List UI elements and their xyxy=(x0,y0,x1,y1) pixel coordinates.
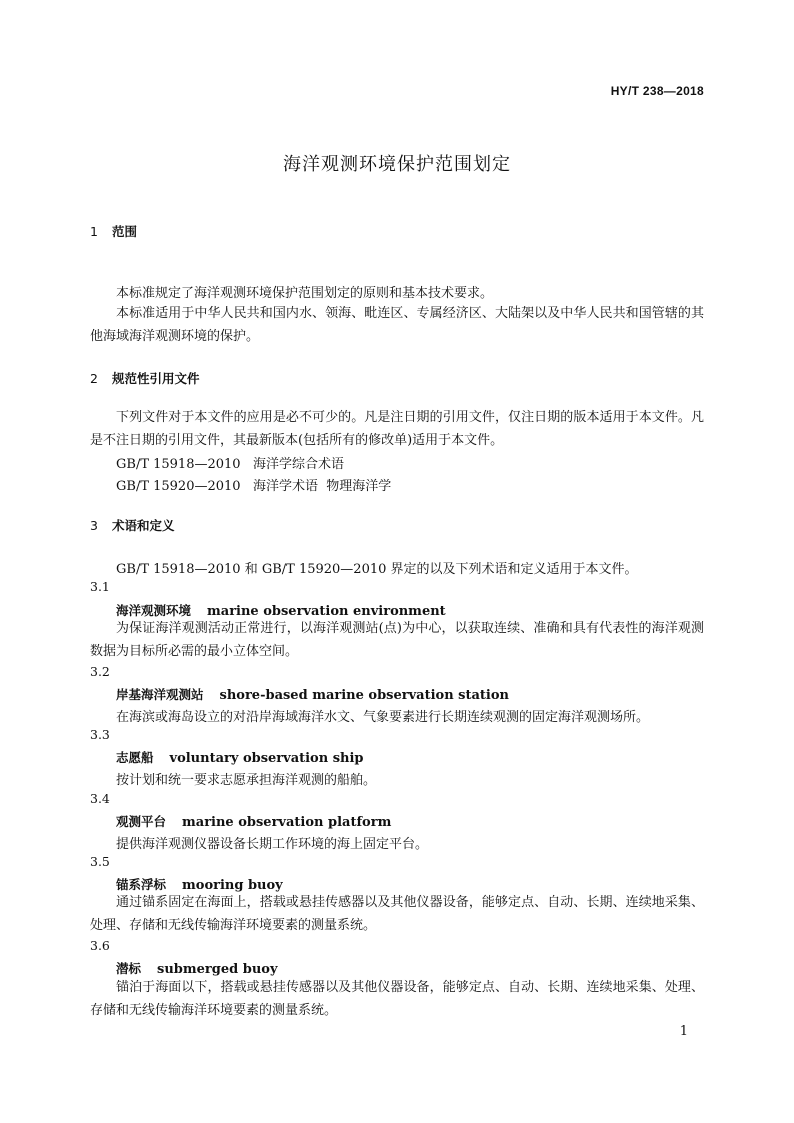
term-number: 3.3 xyxy=(90,727,110,742)
term-definition: 锚泊于海面以下，搭载或悬挂传感器以及其他仪器设备，能够定点、自动、长期、连续地采集、处理、存储和无线传输海洋环境要素的测量系统。 xyxy=(90,980,704,1018)
term-definition: 提供海洋观测仪器设备长期工作环境的海上固定平台。 xyxy=(116,837,429,852)
term-number: 3.1 xyxy=(90,579,110,594)
paragraph: 本标准适用于中华人民共和国内水、领海、毗连区、专属经济区、大陆架以及中华人民共和国管辖的其他海域海洋观测环境的保护。 xyxy=(90,306,704,344)
section-title: 规范性引用文件 xyxy=(112,371,200,386)
term-chinese: 观测平台 xyxy=(116,814,167,829)
term-number: 3.2 xyxy=(90,664,110,679)
term-heading xyxy=(116,748,364,766)
term-english: submerged buoy xyxy=(157,962,278,977)
term-heading xyxy=(116,685,509,703)
term-heading xyxy=(116,812,391,830)
term-english: voluntary observation ship xyxy=(169,751,364,766)
term-number: 3.4 xyxy=(90,791,110,806)
term-definition: 通过锚系固定在海面上，搭载或悬挂传感器以及其他仪器设备，能够定点、自动、长期、连续地采集、处理、存储和无线传输海洋环境要素的测量系统。 xyxy=(90,895,704,933)
section-number: 3 xyxy=(90,518,98,533)
term-chinese: 志愿船 xyxy=(116,750,154,765)
term-english: shore-based marine observation station xyxy=(219,688,509,703)
term-definition: 在海滨或海岛设立的对沿岸海域海洋水文、气象要素进行长期连续观测的固定海洋观测场所。 xyxy=(116,710,650,725)
section-2-heading xyxy=(90,369,200,387)
term-chinese: 锚系浮标 xyxy=(116,877,167,892)
term-heading xyxy=(116,959,278,977)
term-english: marine observation platform xyxy=(182,815,392,830)
document-code: HY/T 238—2018 xyxy=(610,84,704,98)
term-definition: 为保证海洋观测活动正常进行，以海洋观测站(点)为中心，以获取连续、准确和具有代表性的海洋观测数据为目标所必需的最小立体空间。 xyxy=(90,621,704,659)
term-english: marine observation environment xyxy=(207,604,446,619)
term-number: 3.6 xyxy=(90,938,110,953)
term-chinese: 潜标 xyxy=(116,961,142,976)
paragraph: 本标准规定了海洋观测环境保护范围划定的原则和基本技术要求。 xyxy=(116,286,494,301)
term-english: mooring buoy xyxy=(182,878,283,893)
section-title: 范围 xyxy=(112,224,138,239)
term-chinese: 海洋观测环境 xyxy=(116,603,192,618)
section-number: 1 xyxy=(90,224,98,239)
section-3-heading xyxy=(90,516,175,534)
document-title: 海洋观测环境保护范围划定 xyxy=(283,154,511,175)
paragraph: GB/T 15918—2010 和 GB/T 15920—2010 界定的以及下列术语和定义适用于本文件。 xyxy=(116,562,638,577)
term-definition: 按计划和统一要求志愿承担海洋观测的船舶。 xyxy=(116,773,377,788)
section-title: 术语和定义 xyxy=(112,518,175,533)
section-number: 2 xyxy=(90,371,98,386)
reference-item: GB/T 15920—2010 海洋学术语 物理海洋学 xyxy=(116,479,392,494)
page-number: 1 xyxy=(679,1024,688,1039)
paragraph: 下列文件对于本文件的应用是必不可少的。凡是注日期的引用文件，仅注日期的版本适用于本文件。凡是不注日期的引用文件，其最新版本(包括所有的修改单)适用于本文件。 xyxy=(90,410,704,448)
term-chinese: 岸基海洋观测站 xyxy=(116,687,204,702)
term-number: 3.5 xyxy=(90,854,110,869)
reference-item: GB/T 15918—2010 海洋学综合术语 xyxy=(116,457,344,472)
section-1-heading xyxy=(90,222,137,240)
